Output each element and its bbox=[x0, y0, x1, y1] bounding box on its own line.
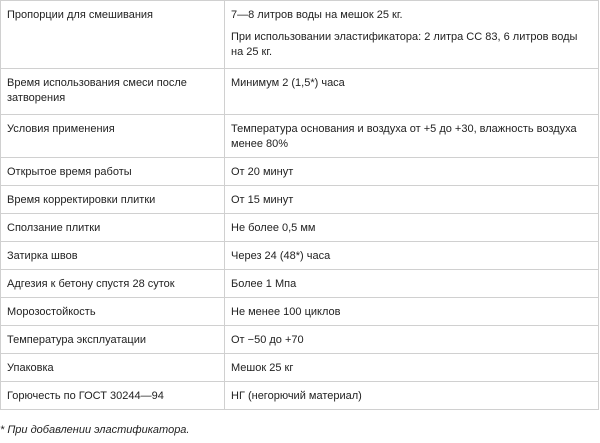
row-value: Не более 0,5 мм bbox=[225, 214, 599, 242]
table-row bbox=[1, 186, 599, 214]
row-label: Упаковка bbox=[1, 354, 225, 382]
row-label: Время использования смеси после затворения bbox=[1, 69, 225, 115]
table-row bbox=[1, 69, 599, 115]
row-value bbox=[225, 1, 599, 69]
row-label: Условия применения bbox=[1, 115, 225, 158]
row-value: Более 1 Мпа bbox=[225, 270, 599, 298]
table-row bbox=[1, 354, 599, 382]
table-row bbox=[1, 158, 599, 186]
row-value-line: При использовании эластификатора: 2 литра СС 83, 6 литров воды на 25 кг. bbox=[231, 31, 578, 58]
row-label: Пропорции для смешивания bbox=[1, 1, 225, 69]
row-label: Сползание плитки bbox=[1, 214, 225, 242]
row-value: От 15 минут bbox=[225, 186, 599, 214]
row-label: Затирка швов bbox=[1, 242, 225, 270]
table-row bbox=[1, 382, 599, 410]
row-value: НГ (негорючий материал) bbox=[225, 382, 599, 410]
row-label: Морозостойкость bbox=[1, 298, 225, 326]
table-row bbox=[1, 298, 599, 326]
row-value: Через 24 (48*) часа bbox=[225, 242, 599, 270]
row-value: От 20 минут bbox=[225, 158, 599, 186]
row-label: Адгезия к бетону спустя 28 суток bbox=[1, 270, 225, 298]
table-row bbox=[1, 242, 599, 270]
row-value: Температура основания и воздуха от +5 до +30, влажность воздуха менее 80% bbox=[225, 115, 599, 158]
row-label: Температура эксплуатации bbox=[1, 326, 225, 354]
row-value: Мешок 25 кг bbox=[225, 354, 599, 382]
table-row bbox=[1, 214, 599, 242]
table-row bbox=[1, 115, 599, 158]
row-value: Минимум 2 (1,5*) часа bbox=[225, 69, 599, 115]
table-row bbox=[1, 1, 599, 69]
table-row bbox=[1, 270, 599, 298]
row-value-line: 7—8 литров воды на мешок 25 кг. bbox=[231, 9, 403, 21]
row-value: Не менее 100 циклов bbox=[225, 298, 599, 326]
row-label: Время корректировки плитки bbox=[1, 186, 225, 214]
table-row bbox=[1, 326, 599, 354]
row-label: Открытое время работы bbox=[1, 158, 225, 186]
footnote: * При добавлении эластификатора. bbox=[0, 424, 190, 436]
row-value: От −50 до +70 bbox=[225, 326, 599, 354]
row-label: Горючесть по ГОСТ 30244—94 bbox=[1, 382, 225, 410]
